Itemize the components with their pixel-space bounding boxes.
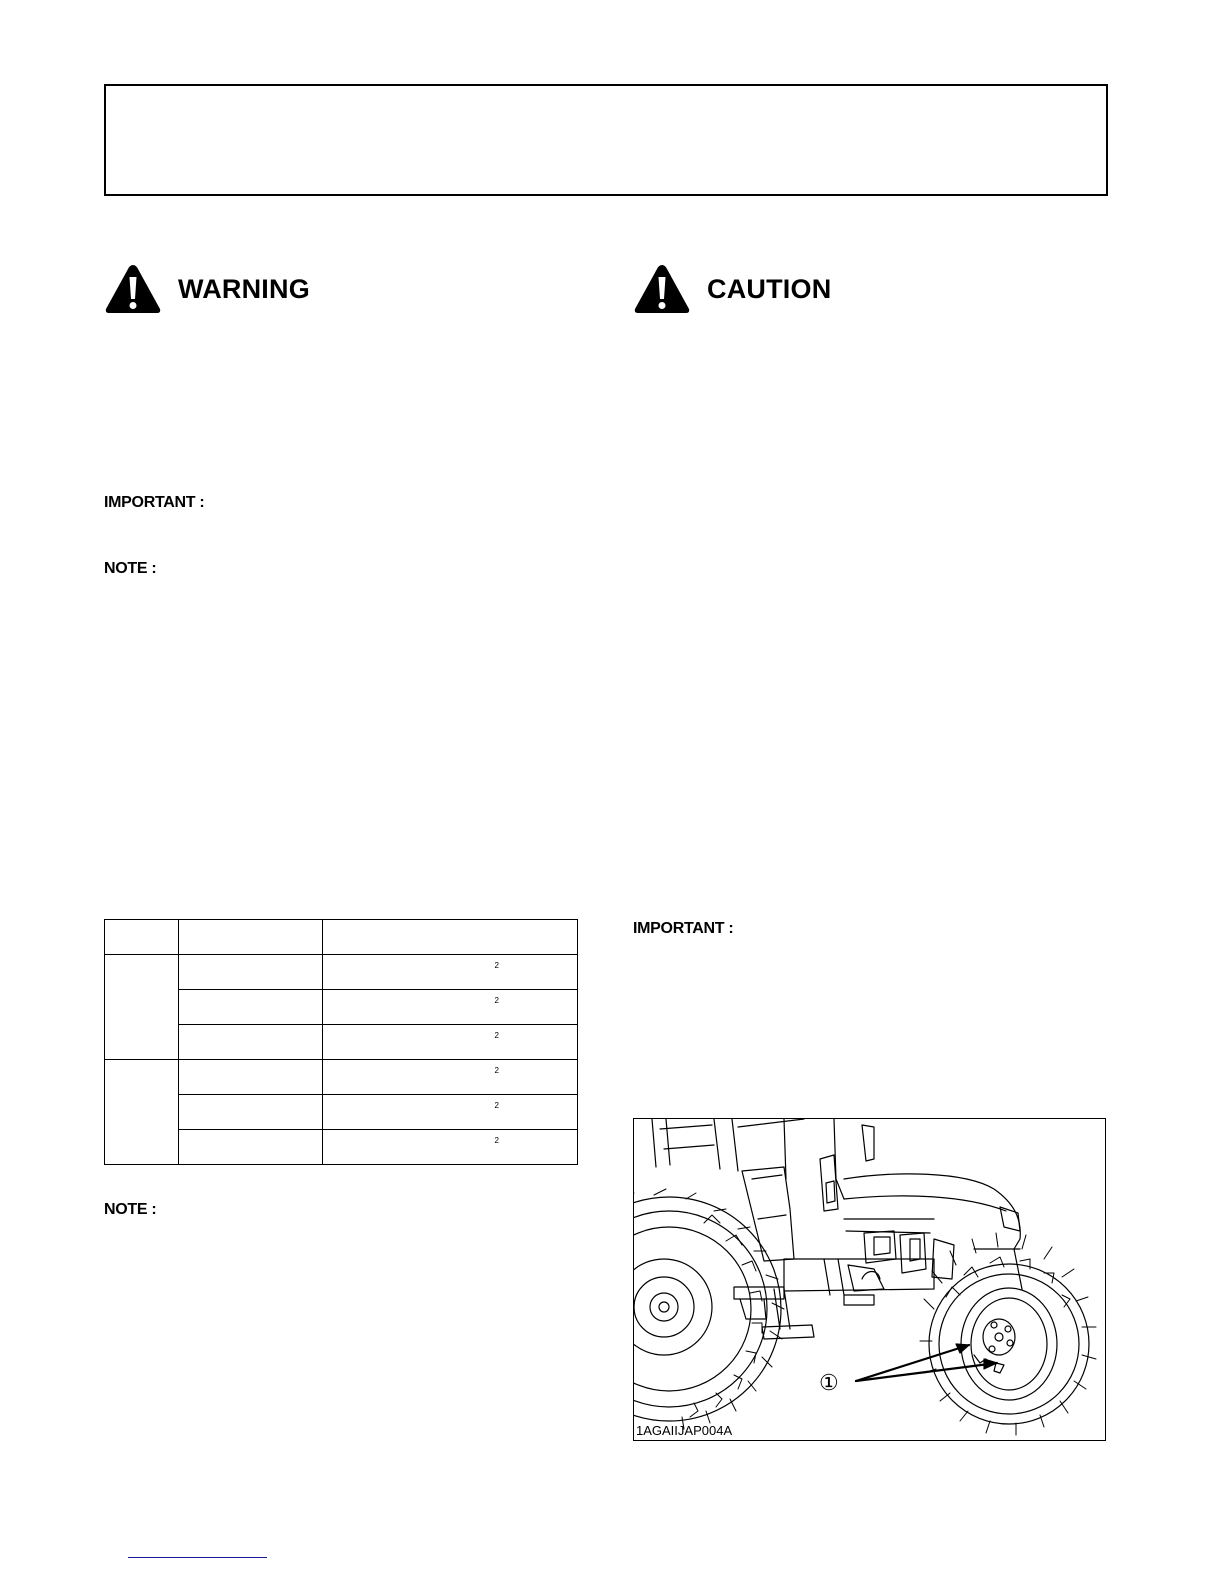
note-label: NOTE :	[104, 560, 157, 577]
superscript: 2	[494, 1136, 499, 1145]
superscript: 2	[494, 1031, 499, 1040]
table-row	[105, 955, 578, 990]
caution-label: CAUTION	[707, 273, 832, 304]
warning-sign	[104, 263, 310, 315]
superscript: 2	[494, 1101, 499, 1110]
important-label: IMPORTANT :	[104, 494, 205, 511]
bottom-link-rule	[128, 1557, 267, 1558]
warning-triangle-icon	[104, 263, 162, 315]
caution-triangle-icon	[633, 263, 691, 315]
header-box	[104, 84, 1108, 196]
table-header-row	[105, 920, 578, 955]
spec-table	[104, 919, 578, 1165]
figure-caption: 1AGAIIJAP004A	[636, 1423, 733, 1438]
superscript: 2	[494, 1066, 499, 1075]
tractor-illustration	[634, 1119, 1105, 1440]
callout-number: ①	[819, 1370, 839, 1395]
warning-label: WARNING	[178, 273, 310, 304]
table-row	[105, 1060, 578, 1095]
superscript: 2	[494, 961, 499, 970]
note-label: NOTE :	[104, 1201, 157, 1218]
tractor-figure	[633, 1118, 1106, 1441]
caution-sign	[633, 263, 831, 315]
important-label: IMPORTANT :	[633, 920, 734, 937]
superscript: 2	[494, 996, 499, 1005]
